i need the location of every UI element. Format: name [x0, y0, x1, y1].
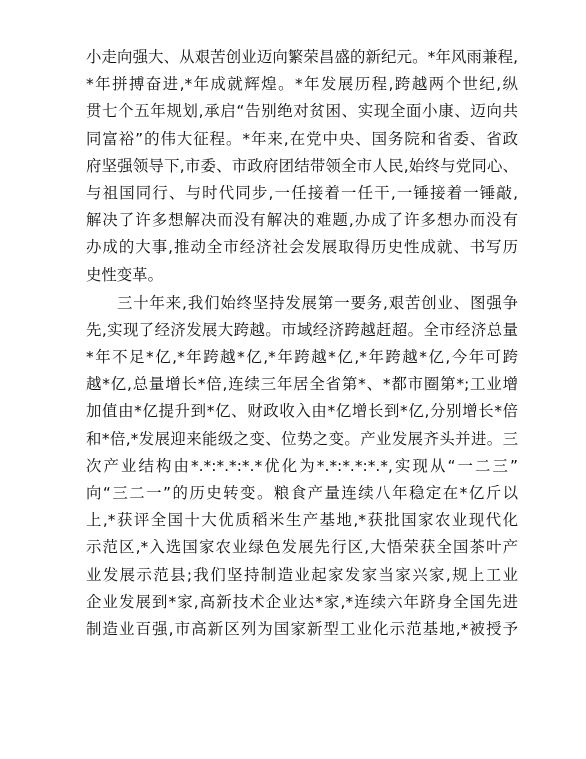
text-line: *年不足*亿,*年跨越*亿,*年跨越*亿,*年跨越*亿,今年可跨 — [86, 348, 518, 367]
text-line: 和*倍,*发展迎来能级之变、位势之变。产业发展齐头并进。三 — [86, 429, 518, 448]
text-line: 三十年来,我们始终坚持发展第一要务,艰苦创业、图强争 — [117, 293, 518, 312]
text-line: 先,实现了经济发展大跨越。市域经济跨越赶超。全市经济总量 — [86, 320, 518, 339]
paragraph-1 — [86, 44, 518, 289]
text-line: 解决了许多想解决而没有解决的难题,办成了许多想办而没有 — [86, 211, 518, 230]
text-line: 示范区,*入选国家农业绿色发展先行区,大悟荣获全国茶叶产 — [86, 538, 518, 557]
text-line: 加值由*亿提升到*亿、财政收入由*亿增长到*亿,分别增长*倍 — [86, 402, 518, 421]
text-line: 向“三二一”的历史转变。粮食产量连续八年稳定在*亿斤以 — [86, 484, 518, 502]
text-line: 贯七个五年规划,承启“告别绝对贫困、实现全面小康、迈向共 — [86, 102, 518, 121]
text-line: 办成的大事,推动全市经济社会发展取得历史性成就、书写历 — [86, 238, 518, 257]
text-line: 制造业百强,市高新区列为国家新型工业化示范基地,*被授予 — [86, 619, 518, 638]
text-line: 企业发展到*家,高新技术企业达*家,*连续六年跻身全国先进 — [86, 592, 518, 611]
text-line: 次产业结构由*.*:*.*:*.*优化为*.*:*.*:*.*,实现从“一二三” — [86, 456, 518, 475]
document-page — [86, 44, 518, 643]
text-line: 史性变革。 — [86, 265, 163, 284]
text-line: 业发展示范县;我们坚持制造业起家发家当家兴家,规上工业 — [86, 565, 518, 584]
text-line: 同富裕”的伟大征程。*年来,在党中央、国务院和省委、省政 — [86, 129, 518, 148]
text-line: 上,*获评全国十大优质稻米生产基地,*获批国家农业现代化 — [86, 511, 518, 530]
paragraph-2 — [86, 290, 518, 643]
text-line: 小走向强大、从艰苦创业迈向繁荣昌盛的新纪元。*年风雨兼程, — [86, 48, 518, 66]
text-line: 越*亿,总量增长*倍,连续三年居全省第*、*都市圈第*;工业增 — [86, 375, 518, 394]
text-line: *年拼搏奋进,*年成就辉煌。*年发展历程,跨越两个世纪,纵 — [86, 75, 518, 94]
text-line: 与祖国同行、与时代同步,一任接着一任干,一锤接着一锤敲, — [86, 183, 518, 202]
text-line: 府坚强领导下,市委、市政府团结带领全市人民,始终与党同心、 — [86, 156, 518, 175]
